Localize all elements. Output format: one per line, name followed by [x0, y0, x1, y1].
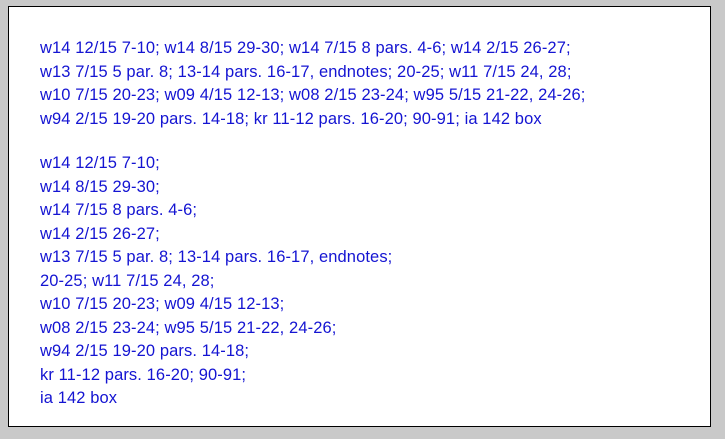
reference-list-item: w14 7/15 8 pars. 4-6; [40, 201, 198, 219]
reference-line: w13 7/15 5 par. 8; 13-14 pars. 16-17, endnotes; 20-25; w11 7/15 24, 28; [40, 62, 572, 81]
reference-list-item: w94 2/15 19-20 pars. 14-18; [40, 342, 250, 360]
document-page [8, 6, 711, 427]
reference-line: w94 2/15 19-20 pars. 14-18; kr 11-12 pars. 16-20; 90-91; ia 142 box [40, 109, 542, 128]
reference-list-item: kr 11-12 pars. 16-20; 90-91; [40, 365, 247, 384]
reference-list-item: ia 142 box [40, 389, 118, 407]
reference-list-block [40, 152, 702, 411]
reference-list-item: 20-25; w11 7/15 24, 28; [40, 271, 215, 290]
reference-list-item: w10 7/15 20-23; w09 4/15 12-13; [40, 295, 285, 313]
reference-list-item: w08 2/15 23-24; w95 5/15 21-22, 24-26; [40, 318, 337, 337]
reference-list-item: w14 12/15 7-10; [40, 154, 160, 172]
reference-list-item: w14 2/15 26-27; [40, 224, 160, 243]
block-separator [40, 131, 702, 152]
reference-line: w14 12/15 7-10; w14 8/15 29-30; w14 7/15 8 pars. 4-6; w14 2/15 26-27; [40, 39, 571, 57]
document-content [40, 37, 702, 411]
reference-line: w10 7/15 20-23; w09 4/15 12-13; w08 2/15 23-24; w95 5/15 21-22, 24-26; [40, 86, 586, 104]
reference-list-item: w13 7/15 5 par. 8; 13-14 pars. 16-17, endnotes; [40, 248, 393, 266]
reference-list-item: w14 8/15 29-30; [40, 177, 160, 196]
reference-paragraph-block [40, 37, 702, 131]
